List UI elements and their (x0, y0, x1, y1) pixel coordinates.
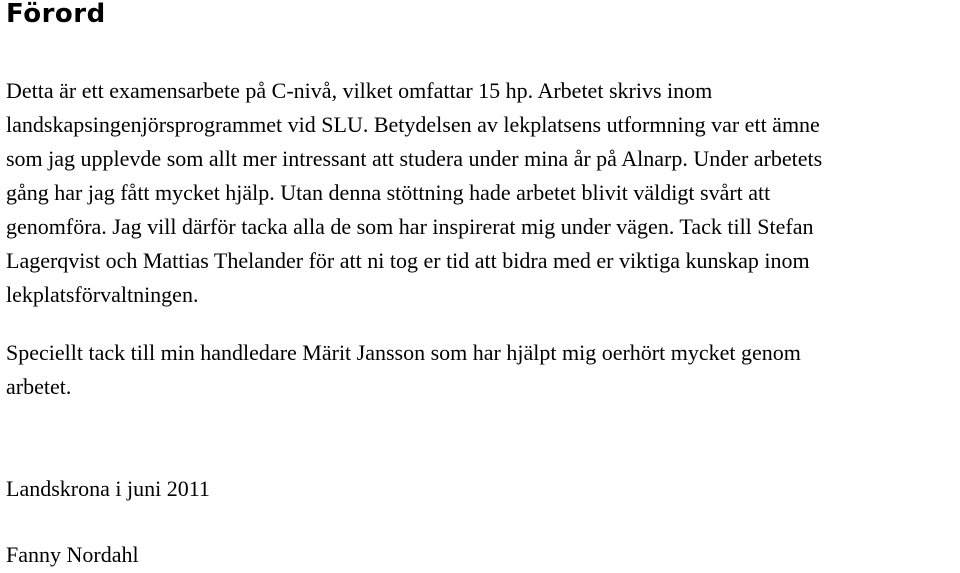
place-date: Landskrona i juni 2011 (6, 476, 210, 501)
paragraph-line: gång har jag fått mycket hjälp. Utan denna stöttning hade arbetet blivit väldigt svårt att (6, 180, 771, 205)
paragraph-line: arbetet. (6, 374, 72, 399)
author-name: Fanny Nordahl (6, 542, 139, 567)
paragraph-line: lekplatsförvaltningen. (6, 282, 199, 307)
paragraph-line: Speciellt tack till min handledare Märit Jansson som har hjälpt mig oerhört mycket genom (6, 340, 801, 365)
paragraph-line: genomföra. Jag vill därför tacka alla de som har inspirerat mig under vägen. Tack till Stefan (6, 214, 814, 239)
paragraph-line: Lagerqvist och Mattias Thelander för att ni tog er tid att bidra med er viktiga kunskap inom (6, 248, 810, 273)
paragraph-line: Detta är ett examensarbete på C-nivå, vilket omfattar 15 hp. Arbetet skrivs inom (6, 78, 713, 103)
paragraph-line: landskapsingenjörsprogrammet vid SLU. Betydelsen av lekplatsens utformning var ett ämne (6, 112, 820, 137)
page-title: Förord (6, 0, 106, 29)
paragraph-line: som jag upplevde som allt mer intressant att studera under mina år på Alnarp. Under arbetets (6, 146, 823, 171)
